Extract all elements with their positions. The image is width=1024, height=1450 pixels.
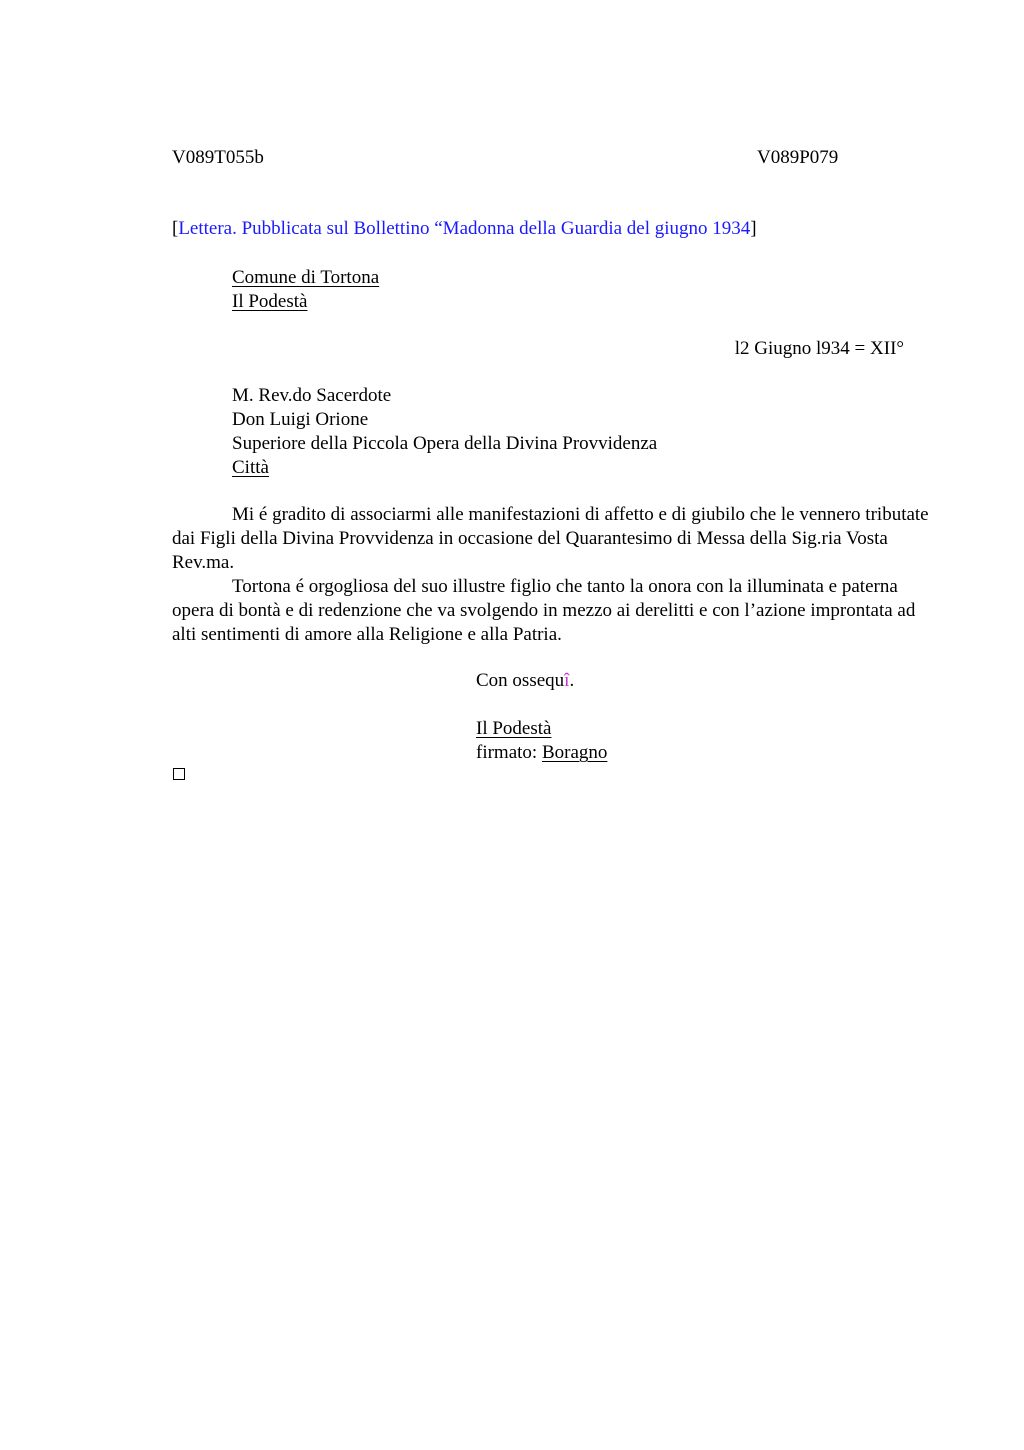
document-code-left: V089T055b <box>172 147 264 168</box>
checkbox-icon <box>173 768 185 780</box>
signer-name: Boragno <box>541 742 608 763</box>
greeting-accent: î <box>564 670 570 691</box>
note-close-bracket: ] <box>750 218 757 239</box>
body-paragraph-1: Mi é gradito di associarmi alle manifestazioni di affetto e di giubilo che le vennero tributate dai Figli della Divina Provvidenza in occasione del Quarantesimo di Messa della Sig.ria Vosta Rev.ma. <box>172 504 929 573</box>
note-open-bracket: [ <box>172 218 179 239</box>
greeting-text: Con ossequ <box>476 670 565 691</box>
sender-title: Il Podestà <box>232 291 308 312</box>
closing-greeting <box>476 669 574 693</box>
signature-block <box>476 717 607 765</box>
recipient-city: Città <box>232 457 269 478</box>
recipient-line-2: Don Luigi Orione <box>232 409 369 430</box>
body-paragraph-2: Tortona é orgogliosa del suo illustre figlio che tanto la onora con la illuminata e paterna opera di bontà e di redenzione che va svolgendo in mezzo ai derelitti e con l’azione improntata ad alti sentimenti di amore alla Religione e alla Patria. <box>172 576 916 645</box>
letter-date: l2 Giugno l934 = XII° <box>734 338 904 359</box>
editorial-note <box>172 217 757 241</box>
signed-label: firmato: <box>476 742 542 763</box>
recipient-line-1: M. Rev.do Sacerdote <box>232 385 392 406</box>
greeting-end: . <box>569 670 575 691</box>
recipient-block <box>232 384 657 480</box>
note-text: Lettera. Pubblicata sul Bollettino “Madonna della Guardia del giugno 1934 <box>178 218 751 239</box>
recipient-line-3: Superiore della Piccola Opera della Divina Provvidenza <box>232 433 658 454</box>
sender-municipality: Comune di Tortona <box>232 267 380 288</box>
document-code-right: V089P079 <box>757 147 839 168</box>
sender-block <box>232 266 379 314</box>
signature-title: Il Podestà <box>476 718 552 739</box>
